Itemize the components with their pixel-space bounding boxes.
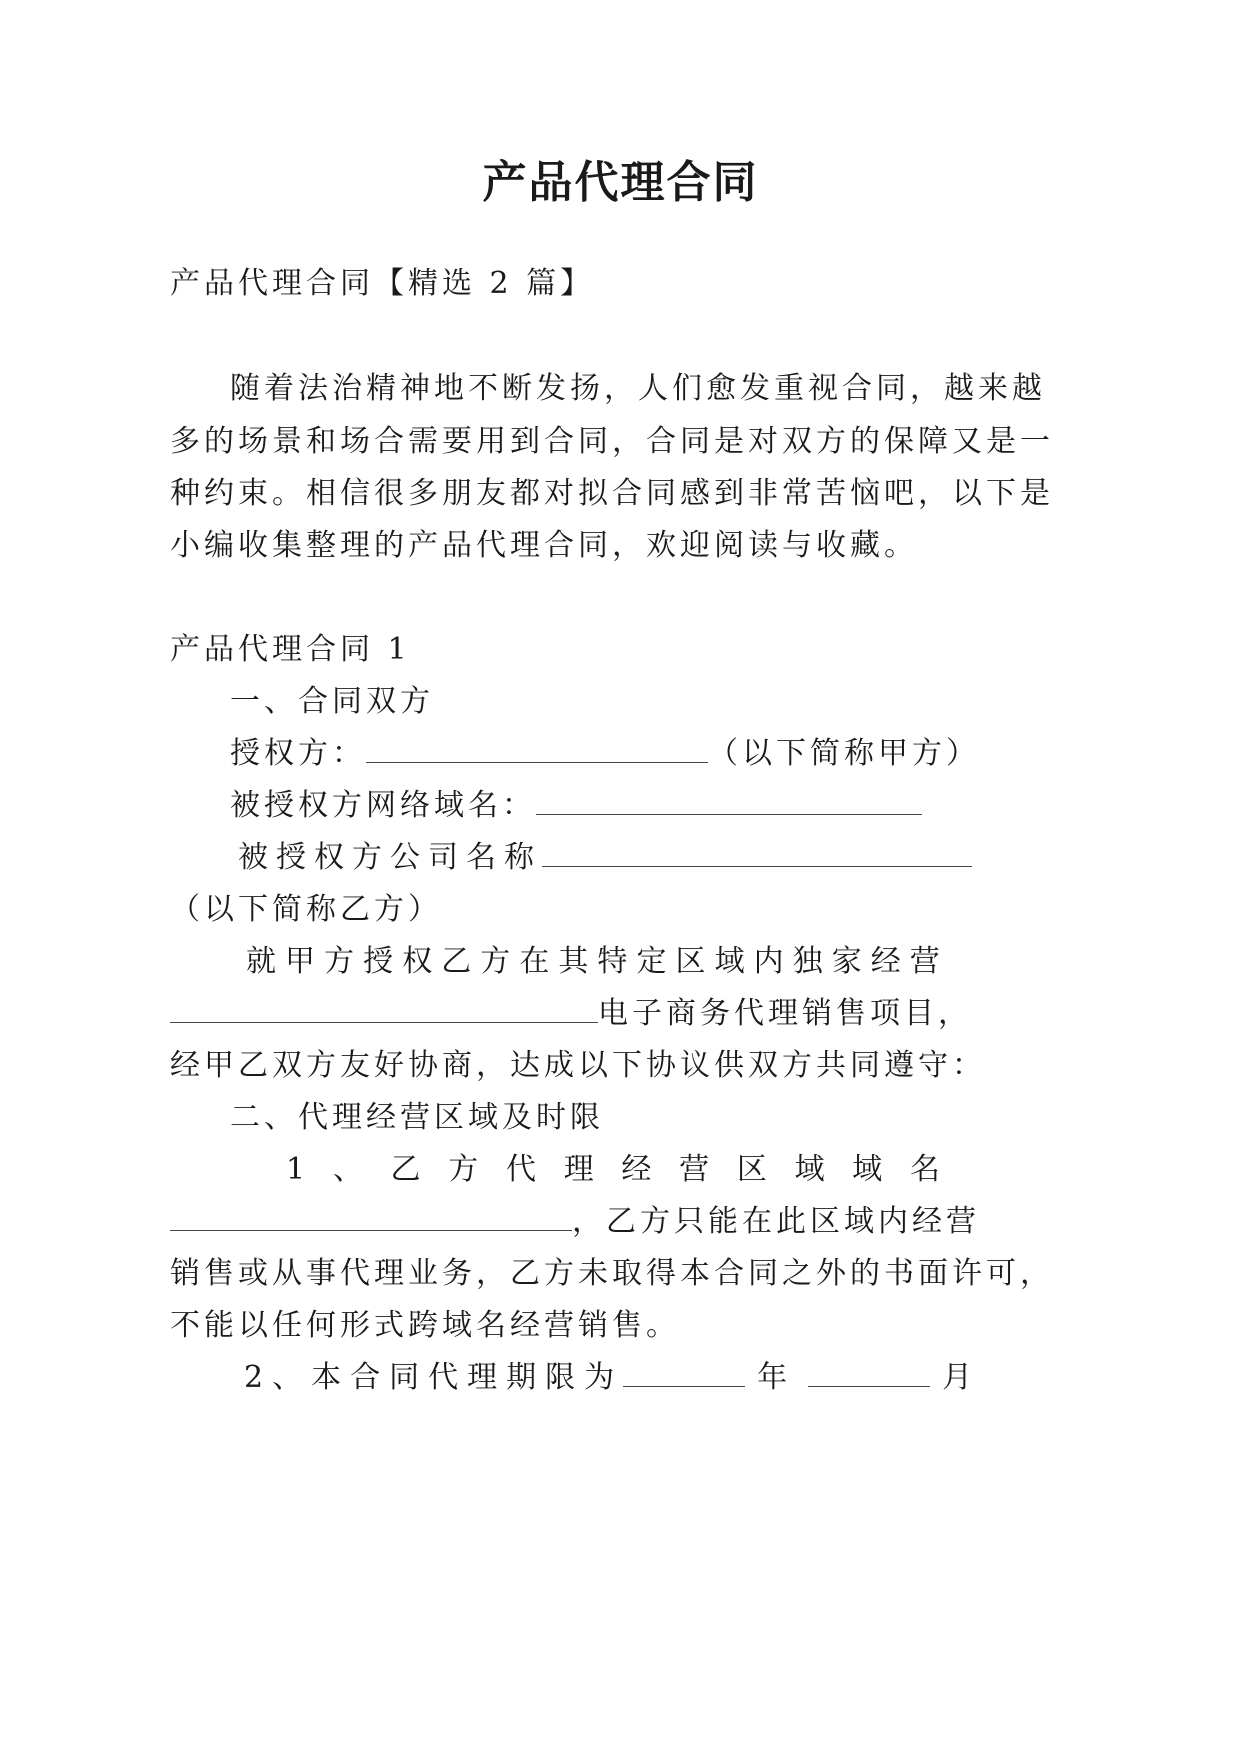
company-blank [542, 840, 972, 867]
agreement-char: 内 [753, 944, 784, 979]
intro-line-3: 种约束。相信很多朋友都对拟合同感到非常苦恼吧，以下是 [170, 476, 1054, 511]
agreement-char: 其 [558, 944, 589, 979]
item1-line-1 [286, 1150, 940, 1190]
agreement-char: 特 [597, 944, 628, 979]
agreement-char: 定 [636, 944, 667, 979]
term-months-blank [808, 1360, 930, 1387]
document-subtitle: 产品代理合同【精选 2 篇】 [170, 266, 595, 301]
agreement-line-2 [170, 994, 972, 1034]
agreement-char: 家 [831, 944, 862, 979]
agreement-char: 权 [402, 944, 433, 979]
item1-char: 营 [679, 1152, 710, 1187]
domain-blank [536, 788, 922, 815]
agreement-char: 方 [324, 944, 355, 979]
document-title: 产品代理合同 [482, 157, 759, 208]
item1-char: 理 [563, 1152, 594, 1187]
domain-row [230, 786, 922, 826]
item2-prefix: 2、本合同代理期限为 [244, 1360, 624, 1395]
region-domain-blank [170, 1204, 572, 1231]
item1-char: 域 [852, 1152, 883, 1187]
agreement-char: 乙 [441, 944, 472, 979]
section-heading-region: 二、代理经营区域及时限 [230, 1100, 604, 1135]
item1-char: 乙 [390, 1152, 421, 1187]
item1-char: 代 [505, 1152, 536, 1187]
item1-line-4: 不能以任何形式跨域名经营销售。 [170, 1308, 680, 1343]
agreement-char: 独 [792, 944, 823, 979]
project-blank [170, 996, 598, 1023]
grantor-row [230, 734, 980, 774]
item1-char: 名 [910, 1152, 940, 1187]
term-years-blank [623, 1360, 745, 1387]
item1-line-3: 销售或从事代理业务，乙方未取得本合同之外的书面许可， [170, 1256, 1054, 1291]
intro-line-2: 多的场景和场合需要用到合同，合同是对双方的保障又是一 [170, 424, 1054, 459]
agreement-line-2-suffix: 电子商务代理销售项目， [598, 996, 972, 1031]
grantor-suffix: （以下简称甲方） [708, 736, 980, 771]
item1-char: 经 [621, 1152, 652, 1187]
item2-year-unit: 年 [757, 1360, 797, 1395]
contract-heading: 产品代理合同 1 [170, 632, 411, 667]
agreement-char: 域 [714, 944, 745, 979]
agreement-char: 经 [870, 944, 901, 979]
agreement-char: 在 [519, 944, 550, 979]
agreement-line-3: 经甲乙双方友好协商，达成以下协议供双方共同遵守： [170, 1048, 986, 1083]
domain-label: 被授权方网络域名： [230, 788, 536, 823]
agreement-char: 区 [675, 944, 706, 979]
agreement-char: 甲 [285, 944, 316, 979]
grantor-blank [366, 736, 708, 763]
item1-char: 域 [794, 1152, 825, 1187]
item1-char: 、 [332, 1152, 363, 1187]
item1-char: 1 [286, 1152, 306, 1187]
agreement-char: 就 [246, 944, 276, 979]
item2-line-1 [244, 1358, 981, 1398]
item1-line-2 [170, 1202, 980, 1242]
company-suffix: （以下简称乙方） [170, 892, 442, 927]
item1-char: 方 [448, 1152, 479, 1187]
agreement-line-1 [246, 942, 940, 982]
item1-line-2-suffix: ，乙方只能在此区域内经营 [572, 1204, 980, 1239]
agreement-char: 方 [480, 944, 511, 979]
company-label: 被授权方公司名称 [238, 840, 542, 875]
company-row [238, 838, 972, 878]
section-heading-parties: 一、合同双方 [230, 684, 434, 719]
intro-line-4: 小编收集整理的产品代理合同，欢迎阅读与收藏。 [170, 528, 918, 563]
intro-line-1: 随着法治精神地不断发扬，人们愈发重视合同，越来越 [230, 371, 1046, 406]
agreement-char: 营 [909, 944, 940, 979]
agreement-char: 授 [363, 944, 394, 979]
item1-char: 区 [736, 1152, 767, 1187]
grantor-label: 授权方： [230, 736, 366, 771]
item2-month-unit: 月 [942, 1360, 982, 1395]
